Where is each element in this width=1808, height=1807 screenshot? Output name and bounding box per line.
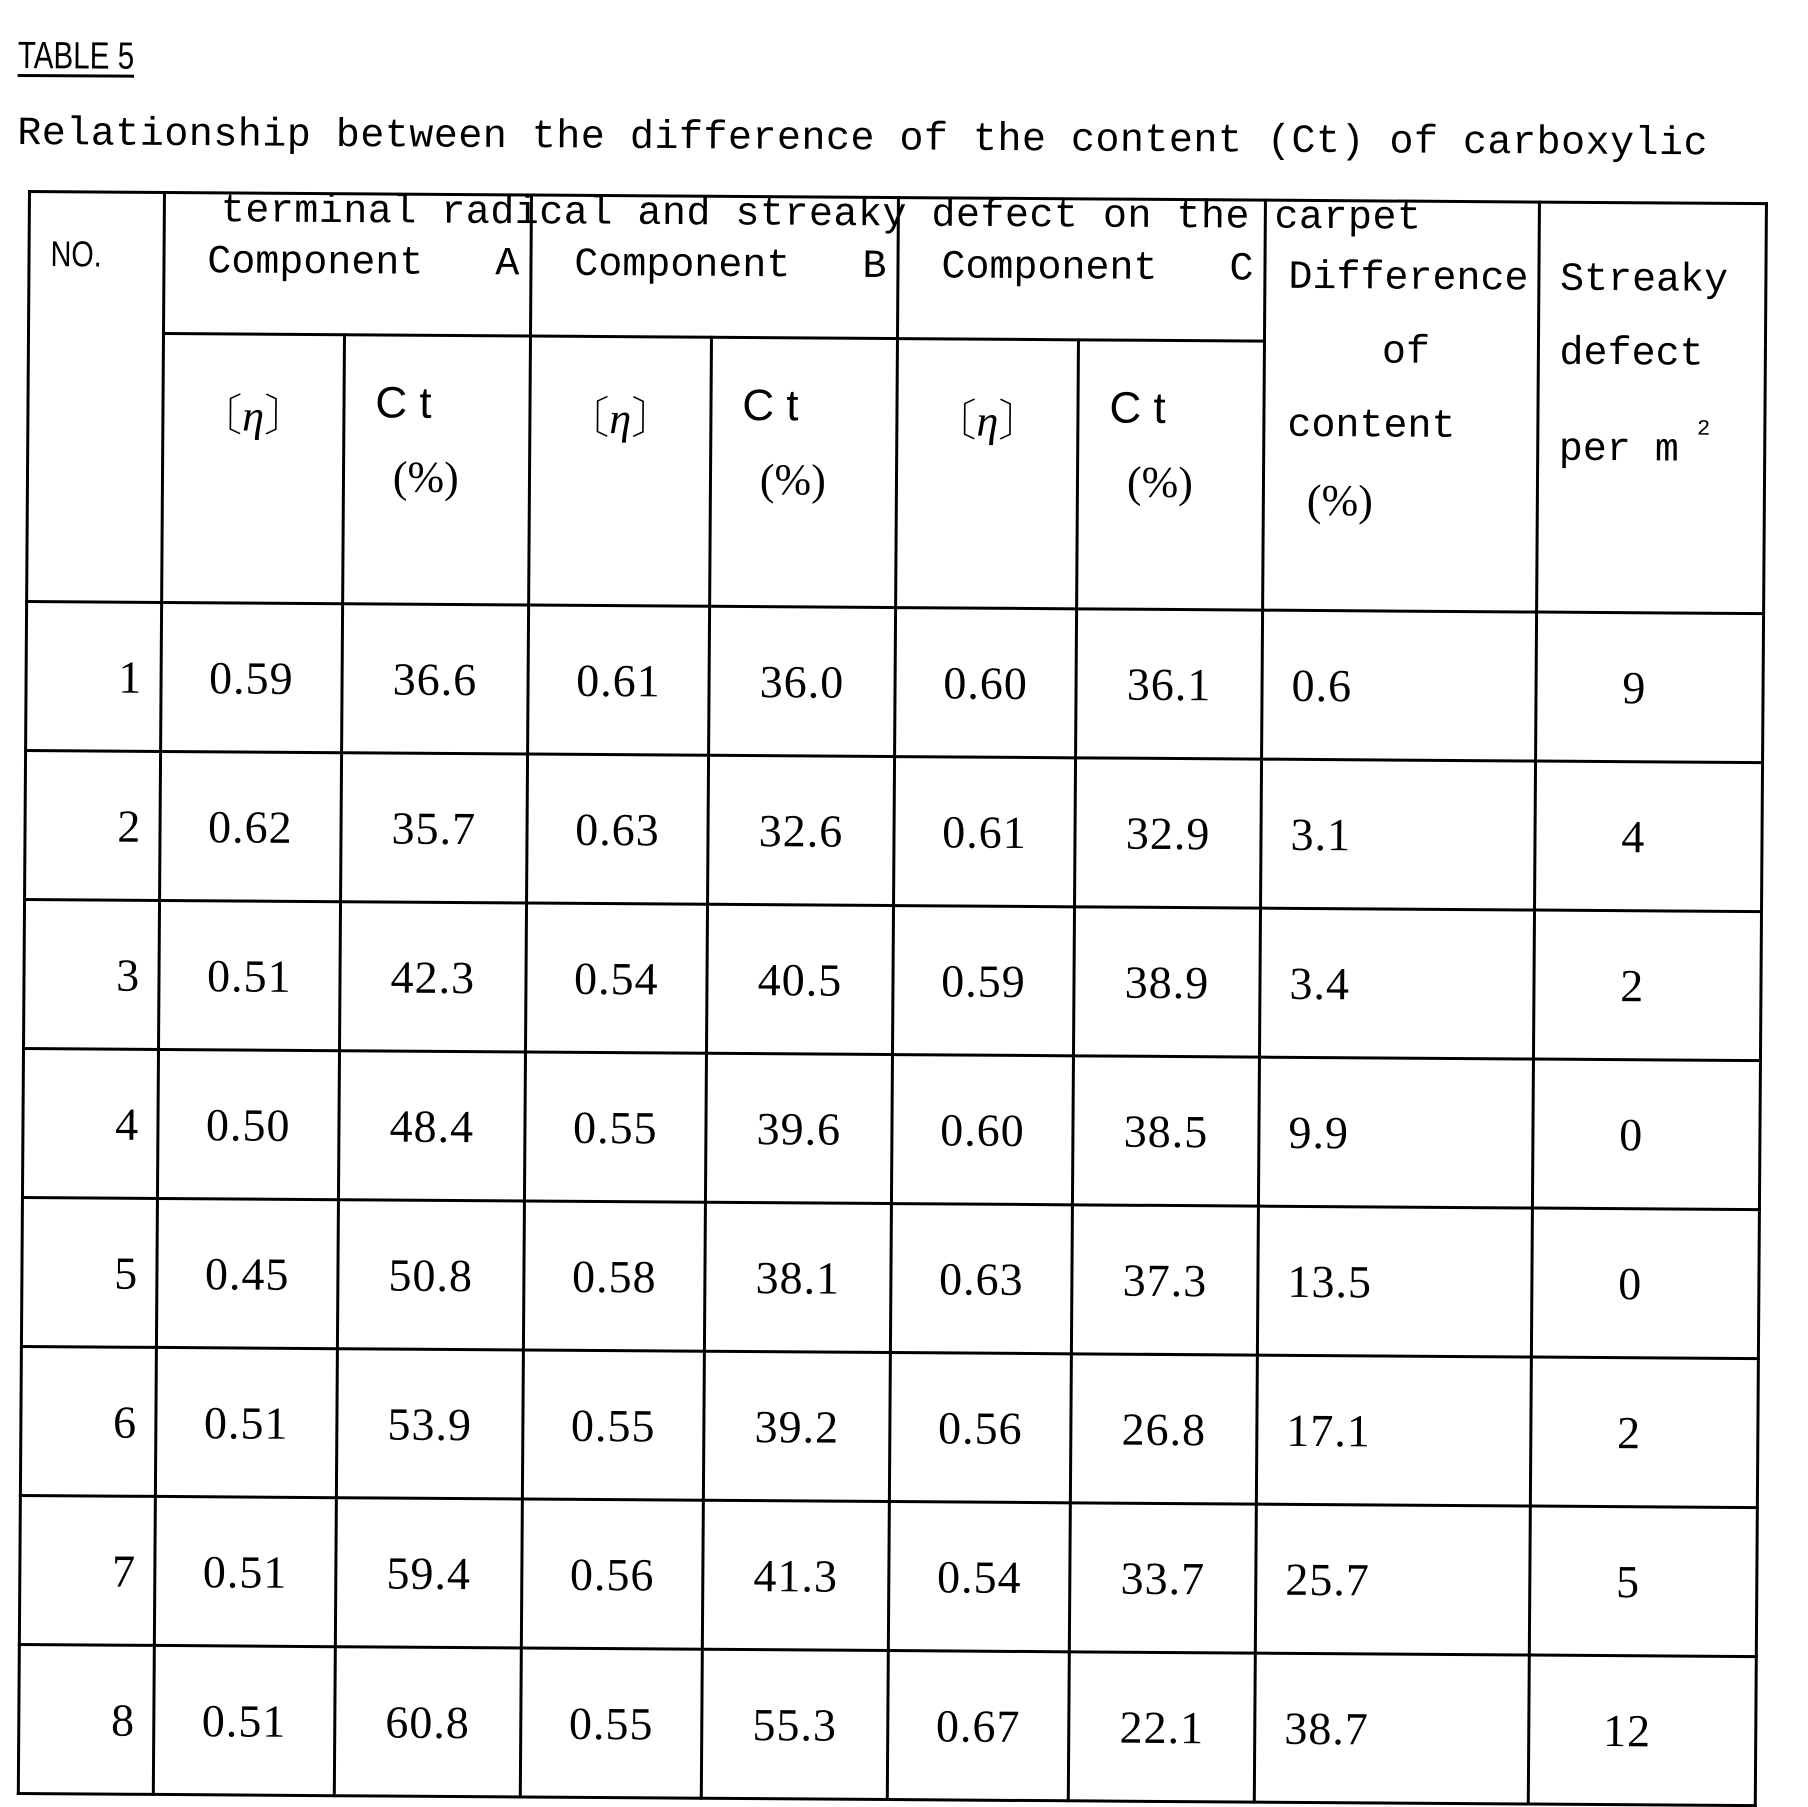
- table-title-line-2: terminal radical and streaky defect on the carpet: [220, 189, 1422, 242]
- data-table: [17, 190, 1768, 1807]
- cell-a-ct: 48.4: [338, 1051, 525, 1201]
- header-ct-unit: (%): [1126, 457, 1194, 508]
- cell-a-eta: 0.50: [157, 1049, 339, 1199]
- cell-a-ct: 60.8: [334, 1647, 521, 1797]
- cell-difference: 0.6: [1262, 610, 1537, 761]
- cell-a-ct: 53.9: [336, 1349, 523, 1499]
- cell-defect: 4: [1534, 761, 1762, 912]
- cell-a-eta: 0.62: [159, 751, 341, 901]
- cell-defect: 9: [1535, 612, 1763, 763]
- header-difference-line-1: Difference: [1288, 255, 1529, 303]
- cell-defect: 0: [1532, 1059, 1760, 1210]
- cell-c-eta: 0.67: [887, 1651, 1069, 1801]
- header-no: [27, 192, 165, 603]
- header-component-c: Component C: [897, 198, 1265, 342]
- cell-b-ct: 55.3: [701, 1649, 888, 1799]
- cell-a-ct: 59.4: [335, 1498, 522, 1648]
- cell-b-eta: 0.55: [520, 1648, 702, 1798]
- cell-c-eta: 0.61: [893, 757, 1075, 907]
- cell-b-ct: 39.6: [705, 1053, 892, 1203]
- table-row: [18, 1644, 1756, 1805]
- header-ct-unit: (%): [392, 452, 459, 503]
- cell-difference: 3.4: [1260, 908, 1535, 1059]
- eta-symbol: η: [976, 396, 999, 446]
- header-defect-line-1: Streaky: [1559, 257, 1729, 304]
- header-component-a: Component A: [163, 192, 531, 336]
- cell-no: 1: [26, 602, 162, 752]
- header-ct-label: C t: [375, 378, 432, 428]
- eta-symbol: η: [242, 391, 265, 441]
- cell-no: 2: [25, 750, 161, 900]
- header-a-eta: 〔η〕: [161, 333, 344, 603]
- header-difference-unit: (%): [1306, 475, 1374, 526]
- table-row: [26, 602, 1764, 763]
- table-title-line-1: Relationship between the difference of the content (Ct) of carboxylic: [17, 111, 1709, 168]
- header-difference-line-3: content: [1287, 403, 1456, 450]
- cell-difference: 25.7: [1255, 1504, 1530, 1655]
- header-b-eta: 〔η〕: [528, 336, 711, 606]
- data-table-container: [17, 190, 1768, 1807]
- cell-c-ct: 38.5: [1072, 1056, 1259, 1206]
- table-body: [18, 602, 1763, 1806]
- cell-b-eta: 0.61: [527, 605, 709, 755]
- cell-difference: 3.1: [1261, 759, 1536, 910]
- header-c-eta: 〔η〕: [896, 339, 1079, 609]
- cell-difference: 17.1: [1256, 1355, 1531, 1506]
- cell-a-eta: 0.51: [155, 1347, 337, 1497]
- table-row: [25, 750, 1763, 911]
- cell-b-ct: 41.3: [702, 1500, 889, 1650]
- cell-a-ct: 35.7: [340, 753, 527, 903]
- cell-b-eta: 0.55: [522, 1350, 704, 1500]
- cell-b-eta: 0.56: [521, 1499, 703, 1649]
- header-defect-line-3: per m: [1558, 427, 1680, 474]
- header-ct-label: C t: [742, 380, 799, 431]
- cell-c-ct: 32.9: [1075, 758, 1262, 908]
- cell-b-eta: 0.58: [523, 1201, 705, 1351]
- cell-no: 6: [20, 1346, 156, 1496]
- cell-defect: 12: [1528, 1655, 1756, 1806]
- cell-b-ct: 36.0: [708, 606, 895, 756]
- cell-b-eta: 0.55: [524, 1052, 706, 1202]
- header-b-ct: [710, 337, 898, 607]
- cell-b-eta: 0.54: [525, 903, 707, 1053]
- header-difference-of-content: [1263, 200, 1539, 612]
- header-defect-superscript: 2: [1696, 416, 1711, 442]
- cell-c-ct: 37.3: [1071, 1205, 1258, 1355]
- cell-a-eta: 0.59: [160, 602, 342, 752]
- cell-c-eta: 0.56: [889, 1353, 1071, 1503]
- cell-c-ct: 36.1: [1076, 609, 1263, 759]
- header-ct-unit: (%): [759, 455, 827, 505]
- cell-c-eta: 0.60: [891, 1055, 1073, 1205]
- cell-b-ct: 38.1: [704, 1202, 891, 1352]
- header-difference-line-2: of: [1381, 330, 1431, 376]
- header-streaky-defect: [1536, 202, 1766, 614]
- cell-defect: 0: [1531, 1208, 1759, 1359]
- header-defect-line-2: defect: [1559, 331, 1704, 378]
- cell-a-eta: 0.45: [156, 1198, 338, 1348]
- table-row: [21, 1197, 1759, 1358]
- cell-c-eta: 0.63: [890, 1204, 1072, 1354]
- cell-a-eta: 0.51: [153, 1645, 335, 1795]
- cell-b-ct: 39.2: [703, 1351, 890, 1501]
- table-row: [24, 899, 1762, 1060]
- cell-c-ct: 38.9: [1073, 907, 1260, 1057]
- header-a-ct: [342, 335, 530, 605]
- cell-difference: 9.9: [1258, 1057, 1533, 1208]
- cell-no: 7: [19, 1495, 155, 1645]
- header-no-label: NO.: [50, 233, 102, 275]
- cell-a-ct: 50.8: [337, 1200, 524, 1350]
- cell-a-eta: 0.51: [158, 900, 340, 1050]
- cell-c-ct: 26.8: [1070, 1354, 1257, 1504]
- table-row: [19, 1495, 1757, 1656]
- header-c-ct: [1077, 340, 1265, 610]
- cell-no: 4: [22, 1048, 158, 1198]
- cell-a-ct: 36.6: [341, 604, 528, 754]
- cell-c-ct: 33.7: [1069, 1503, 1256, 1653]
- cell-no: 3: [24, 899, 160, 1049]
- cell-c-eta: 0.59: [892, 906, 1074, 1056]
- cell-c-ct: 22.1: [1068, 1652, 1255, 1802]
- cell-c-eta: 0.54: [888, 1502, 1070, 1652]
- cell-defect: 5: [1529, 1506, 1757, 1657]
- cell-a-ct: 42.3: [339, 902, 526, 1052]
- cell-c-eta: 0.60: [895, 608, 1077, 758]
- cell-difference: 38.7: [1254, 1653, 1529, 1804]
- cell-no: 8: [18, 1644, 154, 1794]
- cell-no: 5: [21, 1197, 157, 1347]
- cell-b-ct: 32.6: [707, 755, 894, 905]
- cell-difference: 13.5: [1257, 1206, 1532, 1357]
- header-ct-label: C t: [1109, 383, 1166, 433]
- table-row: [22, 1048, 1760, 1209]
- cell-b-eta: 0.63: [526, 754, 708, 904]
- header-row-top: [29, 192, 1767, 345]
- cell-defect: 2: [1533, 910, 1761, 1061]
- cell-defect: 2: [1530, 1357, 1758, 1508]
- table-row: [20, 1346, 1758, 1507]
- table-label: TABLE 5: [17, 34, 135, 78]
- eta-symbol: η: [609, 394, 632, 444]
- header-component-b: Component B: [530, 195, 898, 339]
- cell-b-ct: 40.5: [706, 904, 893, 1054]
- cell-a-eta: 0.51: [154, 1496, 336, 1646]
